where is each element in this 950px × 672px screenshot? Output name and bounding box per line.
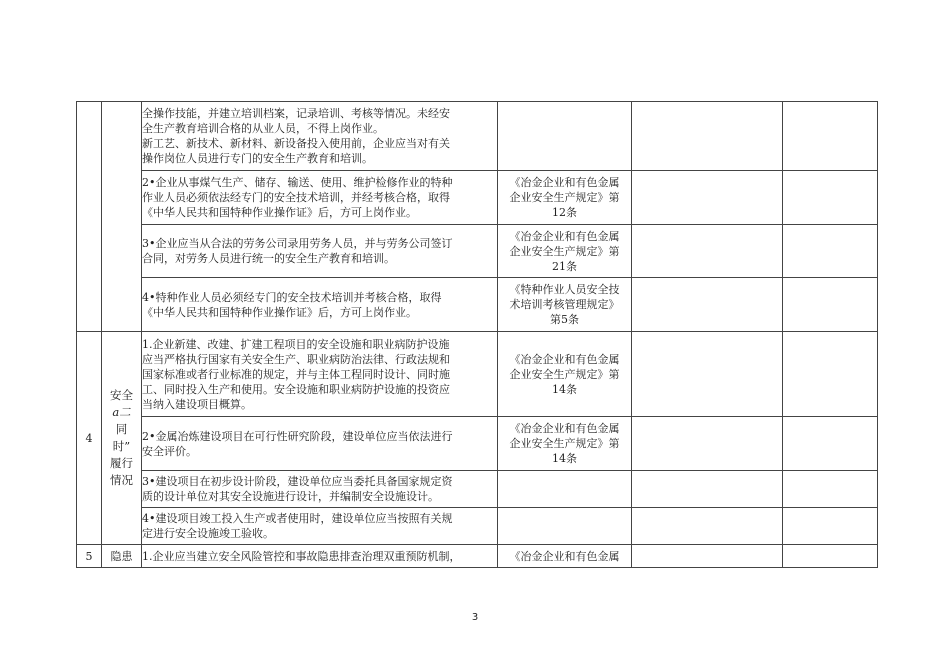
requirement-line: 国家标准或者行业标准的规定，并与主体工程同时设计、同时施 bbox=[142, 367, 450, 381]
result-cell bbox=[632, 225, 783, 278]
table-row bbox=[77, 171, 878, 225]
remark-cell bbox=[783, 102, 878, 171]
basis-line: 14条 bbox=[552, 452, 577, 465]
basis-cell bbox=[498, 471, 632, 508]
basis-cell bbox=[498, 545, 632, 568]
table-row bbox=[77, 508, 878, 545]
category-line: a二 bbox=[112, 405, 131, 419]
result-cell bbox=[632, 545, 783, 568]
basis-cell bbox=[498, 508, 632, 545]
basis-cell bbox=[498, 171, 632, 225]
table-row bbox=[77, 417, 878, 471]
requirement-cell bbox=[142, 508, 498, 545]
item-number-cell bbox=[77, 545, 102, 568]
remark-cell bbox=[783, 508, 878, 545]
requirement-line: 新工艺、新技术、新材料、新设备投入使用前，企业应当对有关 bbox=[142, 137, 450, 150]
basis-line: 第5条 bbox=[550, 313, 579, 326]
requirement-line: 1.企业应当建立安全风险管控和事故隐患排查治理双重预防机制， bbox=[142, 549, 461, 563]
basis-line: 《冶金企业和有色金属 bbox=[509, 549, 620, 563]
remark-cell bbox=[783, 471, 878, 508]
requirement-line: 当纳入建设项目概算。 bbox=[142, 397, 252, 411]
category-line: 同 bbox=[115, 422, 128, 436]
basis-cell bbox=[498, 225, 632, 278]
basis-line: 12条 bbox=[552, 206, 577, 219]
item-number: 4 bbox=[85, 431, 93, 445]
requirement-line: 定进行安全设施竣工验收。 bbox=[142, 527, 274, 540]
basis-cell bbox=[498, 278, 632, 332]
table-row bbox=[77, 471, 878, 508]
basis-line: 《冶金企业和有色金属 bbox=[509, 422, 620, 435]
table-row bbox=[77, 102, 878, 171]
result-cell bbox=[632, 171, 783, 225]
requirement-line: 合同，对劳务人员进行统一的安全生产教育和培训。 bbox=[142, 252, 395, 265]
category-line: 隐患 bbox=[110, 549, 133, 563]
requirement-line: 3•企业应当从合法的劳务公司录用劳务人员，并与劳务公司签订 bbox=[142, 237, 453, 250]
requirement-line: 安全评价。 bbox=[142, 444, 197, 458]
requirement-line: 3•建设项目在初步设计阶段，建设单位应当委托具备国家规定资 bbox=[142, 475, 453, 488]
result-cell bbox=[632, 471, 783, 508]
table-row bbox=[77, 545, 878, 568]
page-number: 3 bbox=[471, 612, 479, 623]
result-cell bbox=[632, 102, 783, 171]
category-line: 情况 bbox=[110, 473, 133, 487]
category-line: 安全 bbox=[110, 388, 133, 402]
category-cell bbox=[102, 332, 142, 545]
requirement-line: 质的设计单位对其安全设施进行设计，并编制安全设施设计。 bbox=[142, 490, 439, 503]
category-cell bbox=[102, 545, 142, 568]
table-row bbox=[77, 332, 878, 417]
requirement-line: 全生产教育培训合格的从业人员，不得上岗作业。 bbox=[142, 122, 384, 135]
remark-cell bbox=[783, 332, 878, 417]
requirement-line: 4•特种作业人员必须经专门的安全技术培训并考核合格，取得 bbox=[142, 290, 442, 304]
result-cell bbox=[632, 417, 783, 471]
basis-line: 《冶金企业和有色金属 bbox=[509, 352, 620, 366]
requirement-line: 全操作技能，并建立培训档案，记录培训、考核等情况。未经安 bbox=[142, 107, 450, 120]
requirement-line: 作业人员必须依法经专门的安全技术培训，并经考核合格，取得 bbox=[142, 191, 450, 204]
inspection-table bbox=[76, 101, 878, 568]
requirement-line: 操作岗位人员进行专门的安全生产教育和培训。 bbox=[142, 152, 373, 165]
result-cell bbox=[632, 332, 783, 417]
remark-cell bbox=[783, 417, 878, 471]
basis-line: 《特种作业人员安全技 bbox=[509, 283, 620, 296]
table-row bbox=[77, 225, 878, 278]
remark-cell bbox=[783, 278, 878, 332]
category-cell bbox=[102, 102, 142, 332]
remark-cell bbox=[783, 545, 878, 568]
item-number-cell bbox=[77, 332, 102, 545]
requirement-line: 1.企业新建、改建、扩建工程项目的安全设施和职业病防护设施 bbox=[142, 337, 450, 351]
requirement-cell bbox=[142, 171, 498, 225]
basis-line: 术培训考核管理规定》 bbox=[509, 298, 620, 311]
basis-line: 企业安全生产规定》第 bbox=[509, 437, 620, 450]
basis-line: 21条 bbox=[552, 259, 577, 273]
category-line: 履行 bbox=[110, 456, 133, 470]
item-number: 5 bbox=[85, 549, 93, 563]
requirement-cell bbox=[142, 545, 498, 568]
requirement-cell bbox=[142, 332, 498, 417]
requirement-line: 4•建设项目竣工投入生产或者使用时，建设单位应当按照有关规 bbox=[142, 512, 453, 525]
basis-line: 企业安全生产规定》第 bbox=[509, 244, 620, 258]
requirement-line: 《中华人民共和国特种作业操作证》后，方可上岗作业。 bbox=[142, 305, 417, 319]
requirement-cell bbox=[142, 225, 498, 278]
requirement-line: 工、同时投入生产和使用。安全设施和职业病防护设施的投资应 bbox=[142, 382, 450, 396]
item-number-cell bbox=[77, 102, 102, 332]
requirement-cell bbox=[142, 417, 498, 471]
requirement-line: 《中华人民共和国特种作业操作证》后，方可上岗作业。 bbox=[142, 206, 417, 219]
basis-cell bbox=[498, 332, 632, 417]
result-cell bbox=[632, 508, 783, 545]
requirement-line: 应当严格执行国家有关安全生产、职业病防治法律、行政法规和 bbox=[142, 352, 450, 366]
result-cell bbox=[632, 278, 783, 332]
requirement-line: 2•金属冶炼建设项目在可行性研究阶段，建设单位应当依法进行 bbox=[142, 429, 453, 443]
basis-line: 《冶金企业和有色金属 bbox=[509, 229, 620, 243]
basis-line: 企业安全生产规定》第 bbox=[509, 191, 620, 204]
requirement-cell bbox=[142, 471, 498, 508]
remark-cell bbox=[783, 225, 878, 278]
basis-line: 14条 bbox=[552, 382, 577, 396]
table-row bbox=[77, 278, 878, 332]
requirement-cell bbox=[142, 102, 498, 171]
basis-cell bbox=[498, 102, 632, 171]
category-line: 时” bbox=[112, 439, 131, 453]
requirement-cell bbox=[142, 278, 498, 332]
basis-line: 《冶金企业和有色金属 bbox=[509, 176, 620, 189]
remark-cell bbox=[783, 171, 878, 225]
requirement-line: 2•企业从事煤气生产、储存、输送、使用、维护检修作业的特种 bbox=[142, 176, 453, 189]
basis-line: 企业安全生产规定》第 bbox=[509, 367, 620, 381]
basis-cell bbox=[498, 417, 632, 471]
